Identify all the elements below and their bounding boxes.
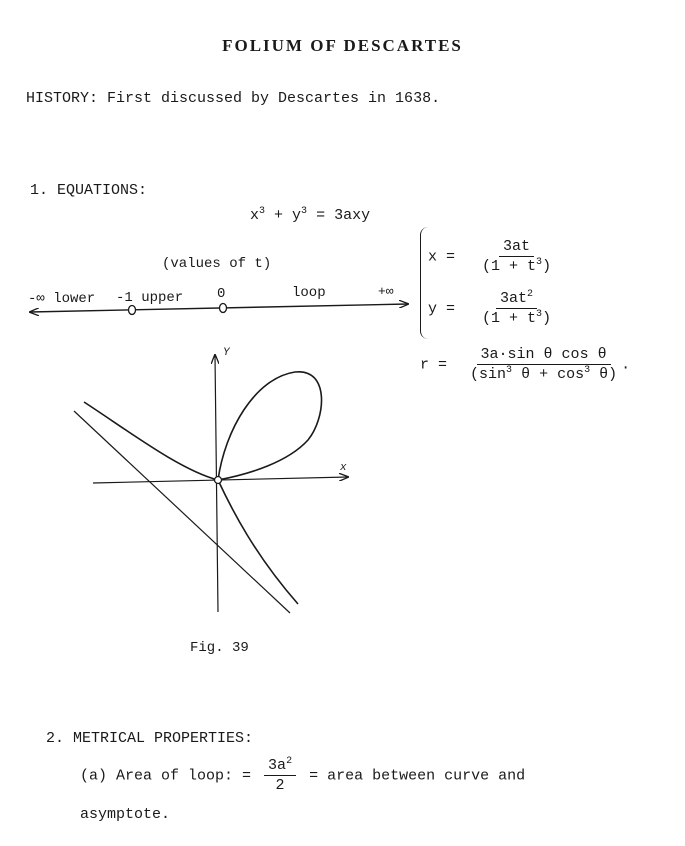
pos-infinity-label: +∞: [378, 284, 394, 299]
values-of-t-label: (values of t): [162, 256, 272, 272]
origin-point: [215, 477, 222, 484]
param-x-den-a: (1 + t: [482, 258, 537, 275]
minus-one-upper-label: -1 upper: [116, 290, 184, 306]
param-x-den-b: ): [542, 258, 552, 275]
polar-den-a: (sin: [470, 366, 507, 383]
area-of-loop-line: [80, 757, 525, 794]
cartesian-rhs: = 3axy: [307, 207, 371, 224]
polar-den-c: θ): [590, 366, 618, 383]
param-x-lhs: x =: [428, 248, 456, 266]
page-title: FOLIUM OF DESCARTES: [222, 36, 463, 55]
folium-loop: [218, 372, 322, 480]
t-marker-zero: [220, 304, 227, 313]
area-fraction: [264, 757, 296, 794]
t-marker-minus-one: [129, 306, 136, 315]
neg-infinity-lower-label: -∞ lower: [28, 291, 96, 307]
loop-label: loop: [292, 285, 326, 301]
cartesian-plus-y: + y: [265, 207, 302, 224]
area-numerator: [264, 757, 296, 776]
cartesian-exp2: 3: [301, 206, 308, 217]
x-axis-label: x: [340, 462, 347, 474]
cartesian-x: x: [250, 207, 260, 224]
folium-upper-branch: [84, 402, 218, 480]
section-metrical-heading: 2. METRICAL PROPERTIES:: [46, 730, 254, 747]
polar-numerator: 3a·sin θ cos θ: [477, 346, 611, 365]
param-y-den-exp: 3: [536, 309, 543, 320]
zero-label: 0: [217, 286, 226, 302]
folium-lower-branch: [218, 480, 298, 604]
history-line: HISTORY: First discussed by Descartes in 1638.: [26, 90, 441, 107]
param-x-den-exp: 3: [536, 257, 543, 268]
asymptote-word: asymptote.: [80, 806, 171, 823]
area-denominator: 2: [275, 777, 285, 794]
polar-den-b: θ + cos: [512, 366, 585, 383]
polar-den-exp1: 3: [506, 365, 513, 376]
section-equations-heading: 1. EQUATIONS:: [30, 182, 148, 199]
asymptote-line: [74, 411, 290, 613]
param-y-den-b: ): [542, 310, 552, 327]
param-y-lhs: y =: [428, 300, 456, 318]
polar-period: .: [621, 356, 631, 374]
param-y-num-exp: 2: [527, 289, 534, 300]
area-num-a: 3a: [268, 757, 287, 774]
area-num-exp: 2: [286, 756, 293, 767]
figure-caption: Fig. 39: [190, 640, 249, 656]
param-y-den-a: (1 + t: [482, 310, 537, 327]
area-between-label: = area between curve and: [309, 767, 526, 785]
param-x-numerator: 3at: [499, 238, 534, 257]
param-y-num-a: 3at: [500, 290, 528, 307]
polar-lhs: r =: [420, 356, 448, 374]
y-axis-label: Y: [223, 347, 230, 359]
polar-den-exp2: 3: [584, 365, 591, 376]
area-of-loop-label: (a) Area of loop: =: [80, 767, 252, 785]
cartesian-exp1: 3: [259, 206, 266, 217]
